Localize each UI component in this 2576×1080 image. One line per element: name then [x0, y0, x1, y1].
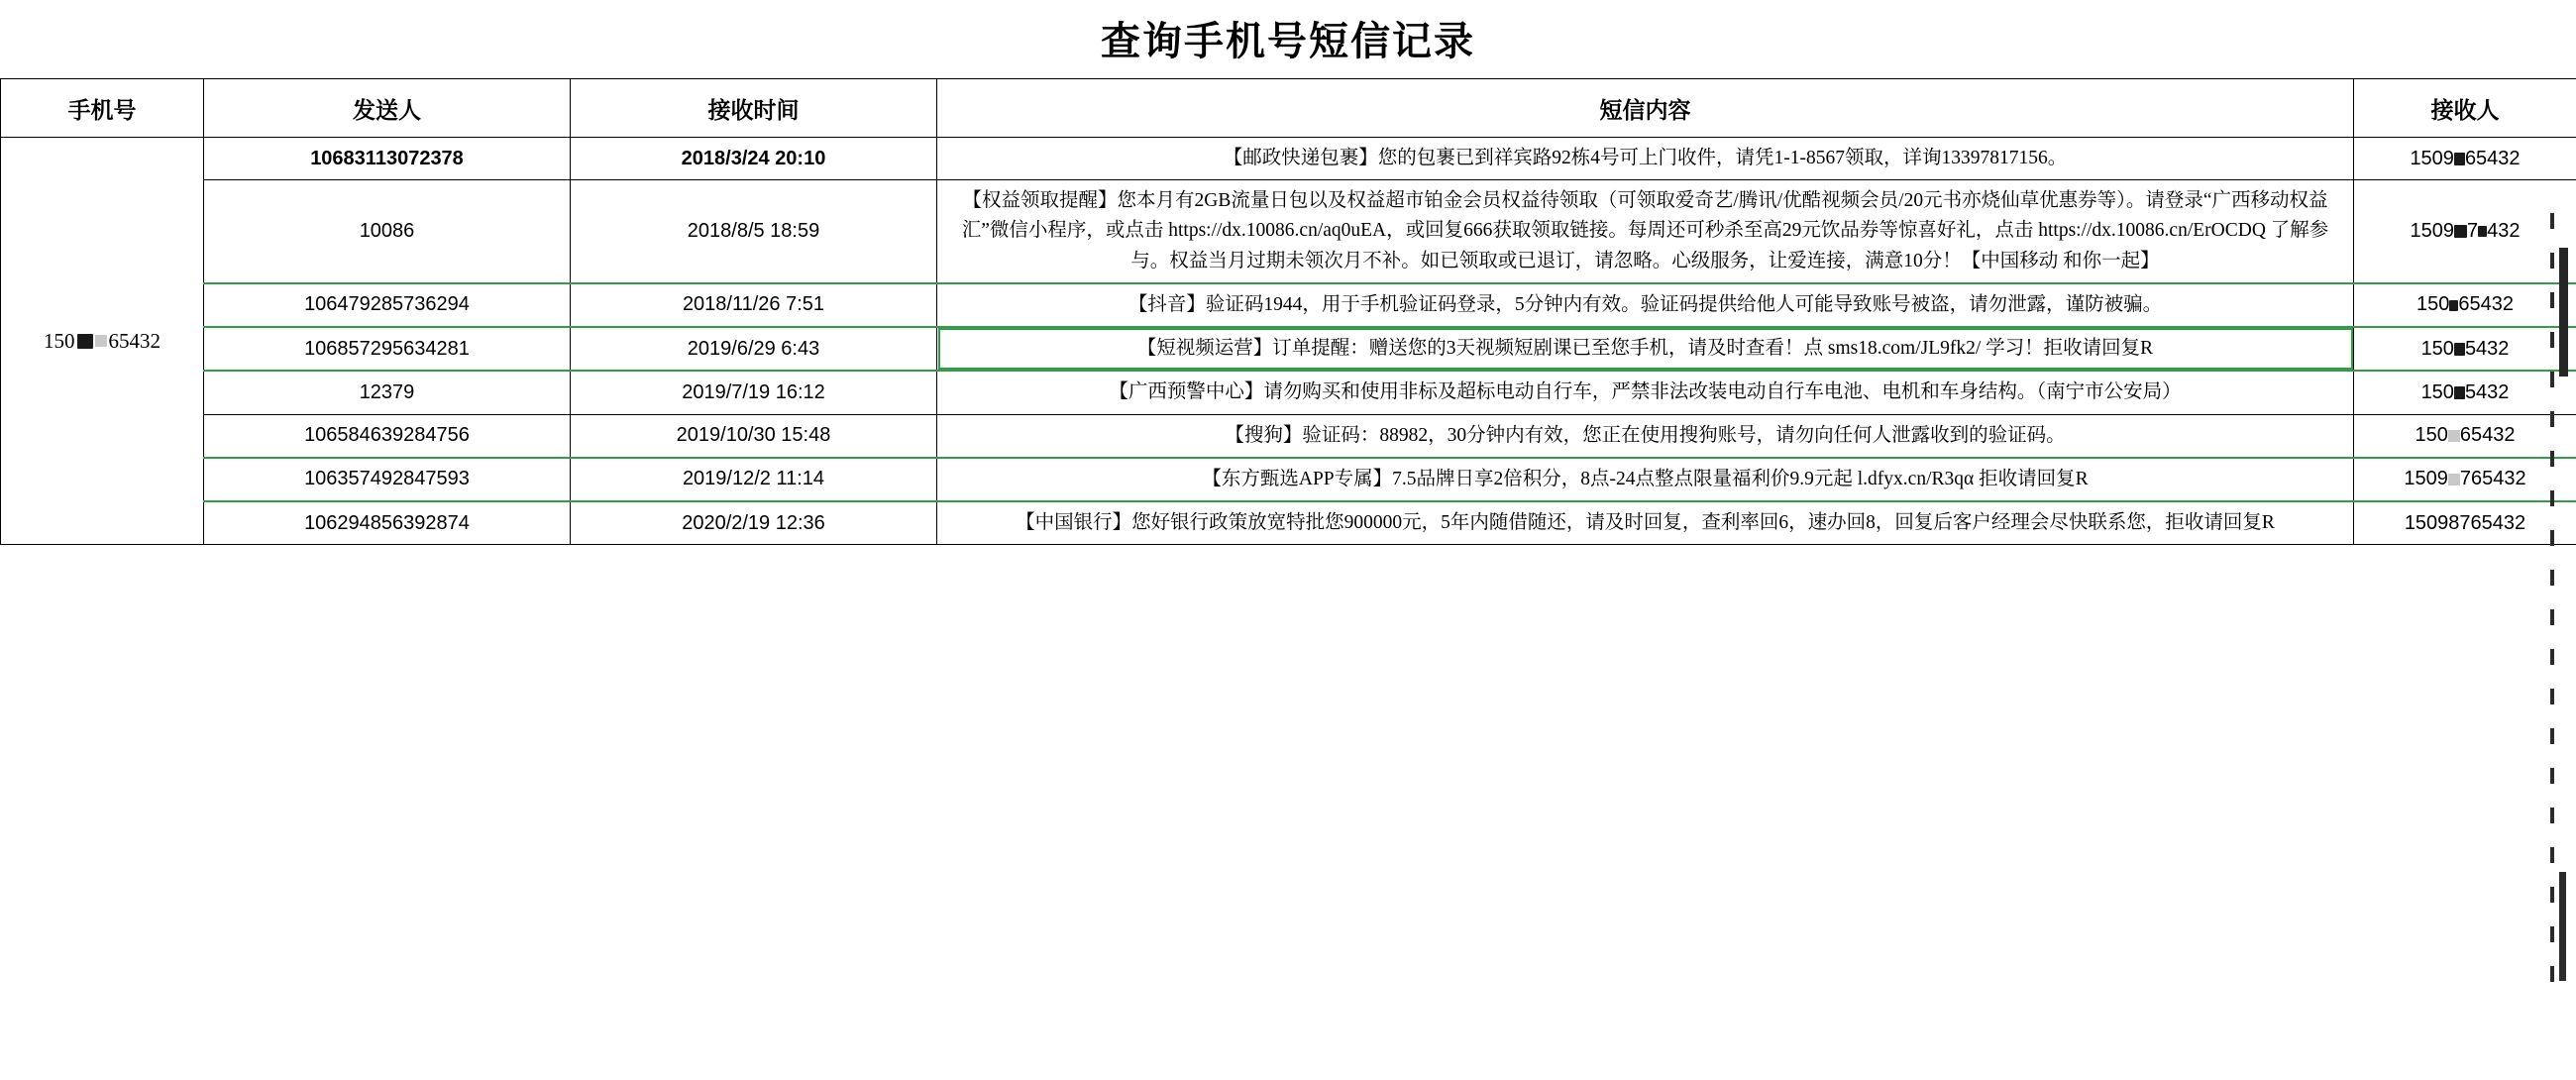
- time-cell: 2019/6/29 6:43: [571, 327, 937, 371]
- receiver-prefix: 150: [2416, 293, 2450, 316]
- smudge-mark: [2448, 474, 2460, 486]
- redaction-block: [2454, 153, 2465, 165]
- receiver-cell: [2354, 414, 2576, 458]
- phone-suffix: 65432: [108, 328, 161, 353]
- sender-cell: 12379: [204, 371, 571, 414]
- sms-content-cell: 【广西预警中心】请勿购买和使用非标及超标电动自行车，严禁非法改装电动自行车电池、电机和车身结构。（南宁市公安局）: [937, 371, 2354, 414]
- table-row: [1, 180, 2576, 283]
- sms-content-cell: 【抖音】验证码1944，用于手机验证码登录，5分钟内有效。验证码提供给他人可能导致账号被盗，请勿泄露，谨防被骗。: [937, 283, 2354, 327]
- sender-cell: 106857295634281: [204, 327, 571, 371]
- receiver-cell: [2354, 371, 2576, 414]
- receiver-prefix: 1509: [2404, 468, 2448, 490]
- receiver-suffix: 65432: [2459, 424, 2516, 447]
- redaction-block: [2454, 386, 2465, 399]
- time-cell: 2018/3/24 20:10: [571, 138, 937, 180]
- smudge-mark: [95, 335, 107, 347]
- receiver-cell: [2354, 283, 2576, 327]
- column-header-receiver: 接收人: [2354, 79, 2576, 138]
- column-header-phone: 手机号: [1, 79, 204, 138]
- sms-content-cell: 【东方甄选APP专属】7.5品牌日享2倍积分，8点-24点整点限量福利价9.9元起 l.dfyx.cn/R3qα 拒收请回复R: [937, 458, 2354, 501]
- sms-content-cell-highlighted: 【短视频运营】订单提醒：赠送您的3天视频短剧课已至您手机，请及时查看！点 sms18.com/JL9fk2/ 学习！拒收请回复R: [937, 327, 2354, 371]
- table-row: [1, 371, 2576, 414]
- sms-content-cell: 【权益领取提醒】您本月有2GB流量日包以及权益超市铂金会员权益待领取（可领取爱奇艺/腾讯/优酷视频会员/20元书亦烧仙草优惠券等）。请登录“广西移动权益汇”微信小程序，或点击 https://dx.10086.cn/aq0uEA，或回复666获取领取链接。每周还可秒杀至高29元饮品券等惊喜好礼，点击 https://dx.10086.cn/ErOCDQ 了解参与。权益当月过期未领次月不补。如已领取或已退订，请忽略。心级服务，让爱连接，满意10分！【中国移动 和你一起】: [937, 180, 2354, 283]
- table-header-row: [1, 79, 2576, 138]
- redaction-block: [2454, 343, 2465, 356]
- scan-artifact-block-top: [2559, 248, 2568, 377]
- sms-content-cell: 【邮政快递包裹】您的包裹已到祥宾路92栋4号可上门收件，请凭1-1-8567领取，详询13397817156。: [937, 138, 2354, 180]
- receiver-prefix: 150: [2415, 424, 2448, 447]
- time-cell: 2018/8/5 18:59: [571, 180, 937, 283]
- sms-content-cell: 【搜狗】验证码：88982，30分钟内有效，您正在使用搜狗账号，请勿向任何人泄露收到的验证码。: [937, 414, 2354, 458]
- sender-cell: 106479285736294: [204, 283, 571, 327]
- sender-cell: 10086: [204, 180, 571, 283]
- receiver-cell: [2354, 458, 2576, 501]
- table-row: [1, 138, 2576, 180]
- receiver-suffix: 65432: [2458, 293, 2514, 316]
- phone-number-cell: [1, 138, 204, 545]
- sms-content-cell: 【中国银行】您好银行政策放宽特批您900000元，5年内随借随还，请及时回复，查利率回6，速办回8，回复后客户经理会尽快联系您，拒收请回复R: [937, 501, 2354, 545]
- sender-cell: 106584639284756: [204, 414, 571, 458]
- time-cell: 2020/2/19 12:36: [571, 501, 937, 545]
- sender-cell: 106294856392874: [204, 501, 571, 545]
- time-cell: 2018/11/26 7:51: [571, 283, 937, 327]
- column-header-sender: 发送人: [204, 79, 571, 138]
- receiver-prefix: 150: [2420, 337, 2454, 360]
- redaction-block: [2478, 226, 2487, 237]
- page-title: 查询手机号短信记录: [1101, 20, 1475, 63]
- receiver-cell: [2354, 138, 2576, 180]
- scan-artifact-block-bottom: [2559, 872, 2566, 981]
- receiver-cell: [2354, 180, 2576, 283]
- time-cell: 2019/10/30 15:48: [571, 414, 937, 458]
- table-body: [1, 138, 2576, 545]
- sender-cell: 10683113072378: [204, 138, 571, 180]
- smudge-mark: [2448, 430, 2460, 442]
- time-cell: 2019/7/19 16:12: [571, 371, 937, 414]
- table-row: [1, 458, 2576, 501]
- phone-prefix: 150: [44, 328, 75, 353]
- receiver-suffix: 432: [2487, 220, 2521, 243]
- sender-cell: 106357492847593: [204, 458, 571, 501]
- table-row: [1, 501, 2576, 545]
- redaction-block: [2454, 225, 2467, 238]
- scan-artifact-dashed: [2550, 213, 2554, 1006]
- receiver-prefix: 1509: [2410, 147, 2454, 169]
- time-cell: 2019/12/2 11:14: [571, 458, 937, 501]
- column-header-content: 短信内容: [937, 79, 2354, 138]
- table-row: [1, 283, 2576, 327]
- table-row: [1, 414, 2576, 458]
- receiver-suffix: 65432: [2464, 147, 2521, 169]
- sms-records-table: [0, 78, 2576, 545]
- receiver-cell: [2354, 327, 2576, 371]
- receiver-cell: 15098765432: [2354, 501, 2576, 545]
- receiver-prefix: 1509: [2410, 220, 2454, 243]
- receiver-suffix: 765432: [2459, 468, 2526, 490]
- redaction-block: [77, 334, 93, 349]
- table-header: [1, 79, 2576, 138]
- receiver-mid: 7: [2467, 220, 2479, 243]
- receiver-suffix: 5432: [2464, 337, 2510, 360]
- receiver-suffix: 5432: [2464, 380, 2510, 403]
- column-header-time: 接收时间: [571, 79, 937, 138]
- table-row: [1, 327, 2576, 371]
- receiver-prefix: 150: [2420, 380, 2454, 403]
